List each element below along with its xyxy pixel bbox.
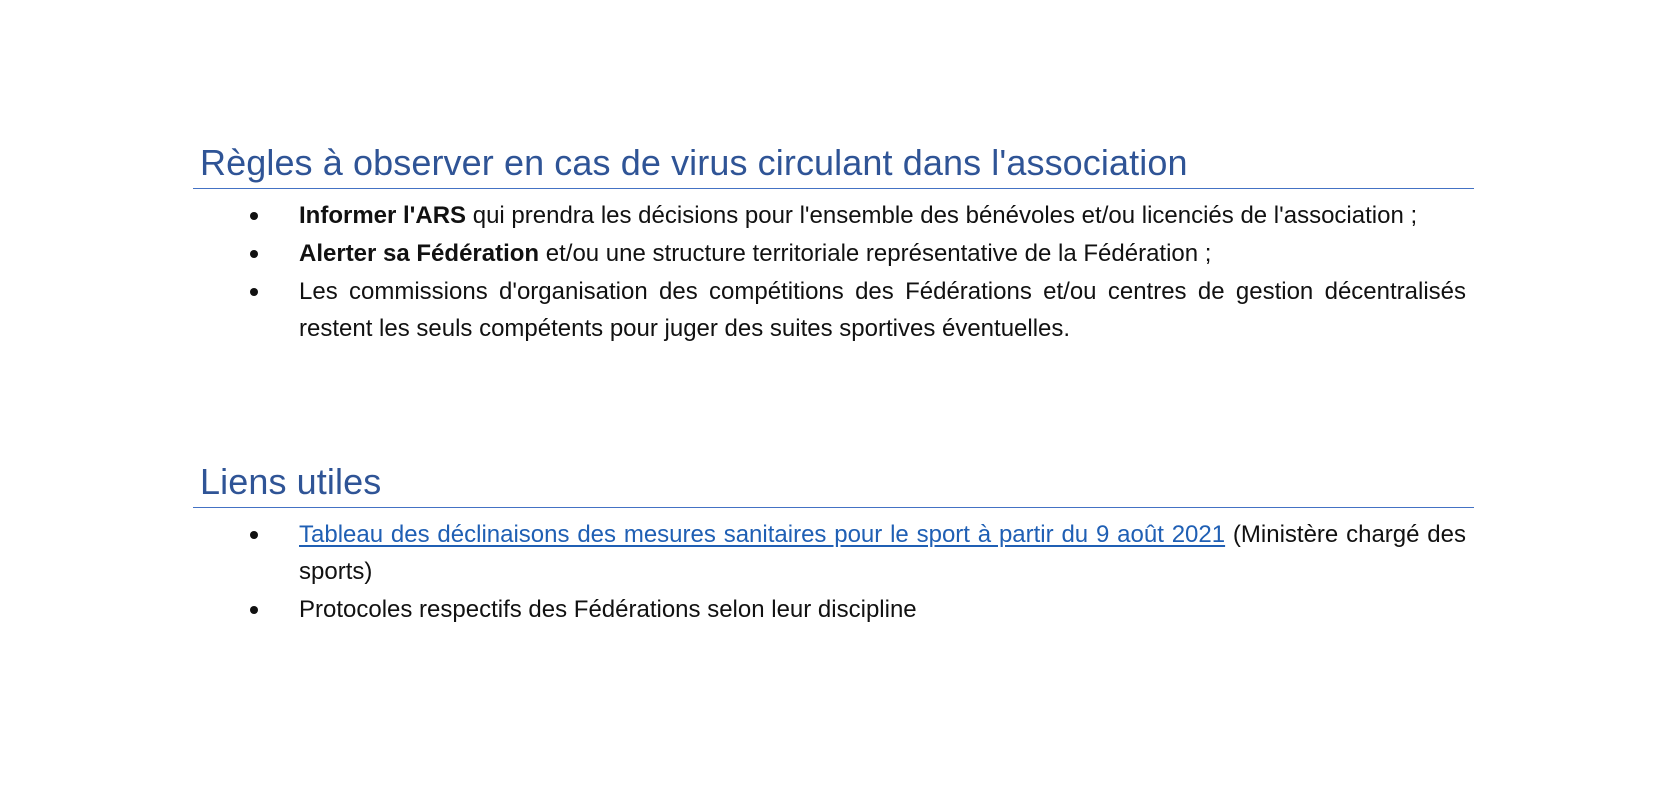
list-item-alert-federation — [193, 235, 1474, 272]
list-item-inform-ars — [193, 197, 1474, 234]
item-text: qui prendra les décisions pour l'ensemble des bénévoles et/ou licenciés de l'association ; — [466, 202, 1418, 229]
item-text: et/ou une structure territoriale représentative de la Fédération ; — [539, 240, 1212, 267]
bold-phrase: Informer l'ARS — [299, 202, 467, 229]
rules-list — [193, 197, 1474, 347]
bullet-icon — [250, 288, 258, 296]
heading-underline — [193, 507, 1474, 508]
item-text: (Ministère chargé des sports) — [299, 521, 1466, 585]
list-item-protocols — [193, 591, 1474, 628]
section-useful-links — [193, 459, 1474, 629]
bullet-icon — [250, 212, 258, 220]
item-text: Protocoles respectifs des Fédérations selon leur discipline — [299, 596, 917, 623]
list-item-commissions — [193, 273, 1474, 347]
bullet-icon — [250, 250, 258, 258]
bullet-icon — [250, 606, 258, 614]
heading-underline — [193, 188, 1474, 189]
links-list — [193, 516, 1474, 628]
section-heading-links: Liens utiles — [200, 461, 382, 502]
bold-phrase: Alerter sa Fédération — [299, 240, 540, 267]
sanitary-measures-link[interactable]: Tableau des déclinaisons des mesures sanitaires pour le sport à partir du 9 août 2021 — [299, 521, 1226, 548]
section-rules — [193, 140, 1474, 348]
item-text: Les commissions d'organisation des compétitions des Fédérations et/ou centres de gestion décentralisés restent les seuls compétents pour juger des suites sportives éventuelles. — [299, 278, 1466, 342]
section-heading-rules: Règles à observer en cas de virus circulant dans l'association — [200, 142, 1188, 183]
list-item-sanitary-measures — [193, 516, 1474, 590]
bullet-icon — [250, 531, 258, 539]
